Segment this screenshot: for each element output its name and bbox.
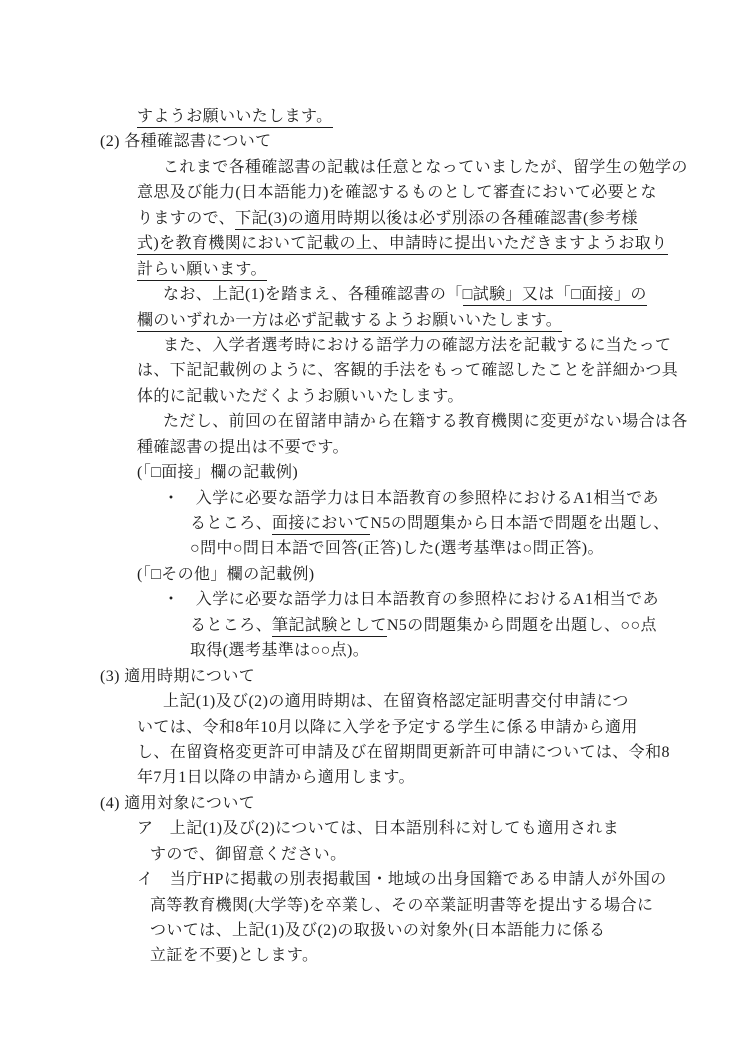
text-line	[0, 358, 750, 383]
text-segment: ・ 入学に必要な語学力は日本語教育の参照枠におけるA1相当であ	[163, 489, 659, 507]
underlined-text-segment: すようお願いいたします。	[137, 108, 333, 128]
text-segment: N5の問題集から日本語で問題を出題し、	[370, 515, 670, 532]
text-line	[0, 638, 750, 663]
text-line	[0, 893, 750, 918]
text-segment: 年7月1日以降の申請から適用します。	[137, 769, 415, 787]
text-segment: なお、上記(1)を踏まえ、各種確認書の「	[163, 286, 463, 304]
underlined-text-segment: 計らい願います。	[137, 261, 267, 281]
underlined-text-segment: 筆記試験として	[272, 617, 387, 637]
text-line	[0, 460, 750, 485]
text-segment: りますので、	[137, 209, 236, 227]
text-line	[0, 536, 750, 561]
text-line	[0, 282, 750, 307]
text-line	[0, 740, 750, 765]
text-segment: ○問中○問日本語で回答(正答)した(選考基準は○問正答)。	[190, 540, 604, 558]
text-line	[0, 206, 750, 231]
text-line	[0, 867, 750, 892]
underlined-text-segment: 下記(3)の適用時期以後は必ず別添の各種確認書(参考様	[235, 210, 638, 230]
text-line	[0, 791, 750, 816]
text-segment: 立証を不要)とします。	[150, 947, 319, 965]
text-line	[0, 333, 750, 358]
text-segment: いては、令和8年10月以降に入学を予定する学生に係る申請から適用	[137, 718, 638, 736]
text-line	[0, 486, 750, 511]
text-segment: また、入学者選考時における語学力の確認方法を記載するに当たって	[163, 336, 672, 354]
text-line	[0, 104, 750, 129]
text-segment: ただし、前回の在留諸申請から在籍する教育機関に変更がない場合は各	[163, 413, 688, 431]
text-line	[0, 511, 750, 536]
text-segment: イ 当庁HPに掲載の別表掲載国・地域の出身国籍である申請人が外国の	[137, 871, 667, 889]
text-segment: ア 上記(1)及び(2)については、日本語別科に対しても適用されま	[137, 820, 620, 838]
text-segment: これまで各種確認書の記載は任意となっていましたが、留学生の勉学の	[163, 158, 688, 176]
text-segment: 意思及び能力(日本語能力)を確認するものとして審査において必要とな	[137, 184, 657, 202]
text-line	[0, 842, 750, 867]
text-segment: (3) 適用時期について	[100, 667, 256, 685]
text-segment: 取得(選考基準は○○点)。	[190, 642, 370, 660]
text-segment: 高等教育機関(大学等)を卒業し、その卒業証明書等を提出する場合に	[150, 896, 654, 914]
underlined-text-segment: 式)を教育機関において記載の上、申請時に提出いただきますようお取り	[137, 235, 668, 255]
text-line	[0, 689, 750, 714]
text-line	[0, 765, 750, 790]
text-line	[0, 943, 750, 968]
text-segment: 上記(1)及び(2)の適用時期は、在留資格認定証明書交付申請につ	[163, 693, 629, 711]
text-segment: ・ 入学に必要な語学力は日本語教育の参照枠におけるA1相当であ	[163, 591, 659, 609]
text-line	[0, 918, 750, 943]
text-line	[0, 587, 750, 612]
text-segment: は、下記記載例のように、客観的手法をもって確認したことを詳細かつ具	[137, 362, 679, 380]
text-segment: (「□面接」欄の記載例)	[137, 464, 299, 482]
text-line	[0, 664, 750, 689]
text-line	[0, 231, 750, 256]
text-line	[0, 715, 750, 740]
text-line	[0, 613, 750, 638]
text-line	[0, 257, 750, 282]
text-segment: (4) 適用対象について	[100, 794, 256, 812]
text-line	[0, 816, 750, 841]
text-line	[0, 384, 750, 409]
text-line	[0, 435, 750, 460]
text-segment: ついては、上記(1)及び(2)の取扱いの対象外(日本語能力に係る	[150, 922, 606, 939]
text-line	[0, 155, 750, 180]
text-line	[0, 308, 750, 333]
text-segment: るところ、	[190, 616, 273, 634]
text-line	[0, 409, 750, 434]
text-segment: (2) 各種確認書について	[100, 133, 272, 151]
text-segment: 種確認書の提出は不要です。	[137, 438, 349, 456]
underlined-text-segment: 面接において	[272, 515, 370, 535]
text-line	[0, 129, 750, 154]
text-segment: るところ、	[190, 515, 273, 532]
text-line	[0, 562, 750, 587]
text-segment: し、在留資格変更許可申請及び在留期間更新許可申請については、令和8	[137, 743, 670, 761]
underlined-text-segment: 欄のいずれか一方は必ず記載するようお願いいたします。	[137, 312, 562, 332]
underlined-text-segment: □試験」又は「□面接」の	[463, 286, 647, 306]
text-segment: N5の問題集から問題を出題し、○○点	[386, 616, 657, 634]
text-segment: すので、御留意ください。	[150, 845, 347, 863]
text-segment: (「□その他」欄の記載例)	[137, 565, 315, 583]
text-line	[0, 180, 750, 205]
text-segment: 体的に記載いただくようお願いいたします。	[137, 387, 464, 405]
